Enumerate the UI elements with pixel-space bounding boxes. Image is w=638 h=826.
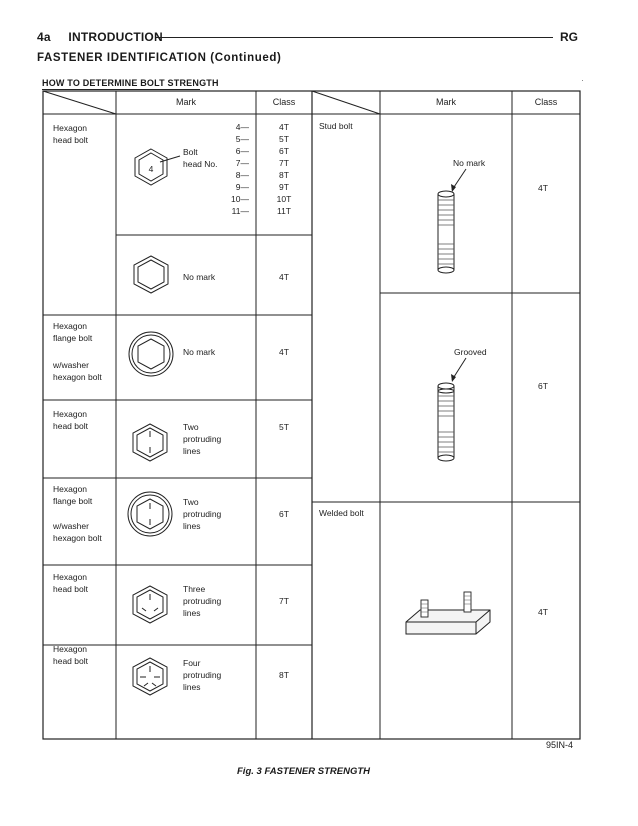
- welded-bolt-plate-icon: [406, 592, 490, 634]
- mark-text: No mark: [183, 347, 216, 357]
- bolt-number-list: [231, 122, 249, 216]
- class-value: 4T: [279, 347, 289, 357]
- bolt-type-label: flange bolt: [53, 333, 93, 343]
- mark-text: Two: [183, 497, 199, 507]
- mark-text: Four: [183, 658, 201, 668]
- class-value: 4T: [538, 607, 548, 617]
- stud-bolt-plain-icon: [438, 191, 454, 273]
- bolt-number: 6—: [235, 146, 249, 156]
- left-class-header: Class: [272, 97, 296, 107]
- bolt-type-label: Hexagon: [53, 123, 88, 133]
- class-value: 5T: [279, 134, 289, 144]
- class-value: 9T: [279, 182, 289, 192]
- scan-mark: ·: [581, 75, 584, 85]
- figure-title: HOW TO DETERMINE BOLT STRENGTH: [42, 78, 219, 88]
- class-value: 10T: [276, 194, 292, 204]
- bolt-type-label: Stud bolt: [319, 121, 353, 131]
- hex-bolt-two-lines-icon: [133, 424, 167, 461]
- bolt-type-label: hexagon bolt: [53, 372, 102, 382]
- class-value: 6T: [538, 381, 548, 391]
- bolt-number: 4—: [235, 122, 249, 132]
- bolt-number: 9—: [235, 182, 249, 192]
- class-value: 6T: [279, 146, 289, 156]
- left-mark-header: Mark: [176, 97, 196, 107]
- bolt-type-label: head bolt: [53, 656, 88, 666]
- mark-text: protruding: [183, 596, 222, 606]
- class-value: 7T: [279, 596, 289, 606]
- header-diagonal: [43, 91, 116, 114]
- class-value: 8T: [279, 170, 289, 180]
- stud-bolt-grooved-icon: [438, 383, 454, 461]
- mark-text: lines: [183, 682, 201, 692]
- bolt-type-label: head bolt: [53, 135, 88, 145]
- class-value: 5T: [279, 422, 289, 432]
- class-value: 11T: [276, 206, 292, 216]
- bolt-number: 8—: [235, 170, 249, 180]
- class-value: 4T: [538, 183, 548, 193]
- mark-text: No mark: [453, 158, 486, 168]
- class-value: 4T: [279, 122, 289, 132]
- figure-id: 95IN-4: [546, 740, 574, 750]
- class-value: 7T: [279, 158, 289, 168]
- section-title: FASTENER IDENTIFICATION (Continued): [37, 52, 282, 64]
- bolt-number: 11—: [231, 206, 249, 216]
- hex-bolt-three-lines-icon: [133, 586, 167, 623]
- hex-flange-bolt-head-icon: [129, 332, 173, 376]
- bolt-type-label: Hexagon: [53, 572, 88, 582]
- hex-flange-bolt-two-lines-icon: [128, 492, 172, 536]
- bolt-type-label: Welded bolt: [319, 508, 364, 518]
- right-class-header: Class: [534, 97, 558, 107]
- header-page-number: 4a: [37, 30, 51, 44]
- mark-text: No mark: [183, 272, 216, 282]
- bolt-type-label: w/washer: [53, 360, 89, 370]
- mark-text: Three: [183, 584, 206, 594]
- mark-text: Two: [183, 422, 199, 432]
- figure-caption: Fig. 3 FASTENER STRENGTH: [237, 766, 371, 777]
- bolt-type-label: flange bolt: [53, 496, 93, 506]
- bolt-type-label: hexagon bolt: [53, 533, 102, 543]
- bolt-type-label: Hexagon: [53, 484, 88, 494]
- hex-bolt-head-numbered-icon: [135, 149, 180, 185]
- bolt-number: 5—: [235, 134, 249, 144]
- mark-text: protruding: [183, 434, 222, 444]
- mark-text: protruding: [183, 670, 222, 680]
- mark-text: lines: [183, 608, 201, 618]
- bolt-number: 10—: [231, 194, 249, 204]
- class-value: 8T: [279, 670, 289, 680]
- right-mark-header: Mark: [436, 97, 456, 107]
- class-value: 6T: [279, 509, 289, 519]
- header-manual-code: RG: [560, 30, 578, 44]
- mark-text: Grooved: [454, 347, 487, 357]
- hex-bolt-head-plain-icon: [134, 256, 168, 293]
- bolt-type-label: Hexagon: [53, 644, 88, 654]
- mark-text: lines: [183, 446, 201, 456]
- class-value: 4T: [279, 272, 289, 282]
- mark-text: Bolt: [183, 147, 198, 157]
- mark-text: lines: [183, 521, 201, 531]
- bolt-head-number: 4: [148, 164, 154, 174]
- header-diagonal: [312, 91, 380, 114]
- hex-bolt-four-lines-icon: [133, 658, 167, 695]
- header-section-title: INTRODUCTION: [68, 30, 163, 44]
- mark-text: protruding: [183, 509, 222, 519]
- bolt-number: 7—: [235, 158, 249, 168]
- bolt-type-label: Hexagon: [53, 321, 88, 331]
- bolt-type-label: head bolt: [53, 584, 88, 594]
- bolt-type-label: Hexagon: [53, 409, 88, 419]
- class-list: [277, 122, 292, 216]
- mark-text: head No.: [183, 159, 218, 169]
- bolt-type-label: w/washer: [53, 521, 89, 531]
- bolt-type-label: head bolt: [53, 421, 88, 431]
